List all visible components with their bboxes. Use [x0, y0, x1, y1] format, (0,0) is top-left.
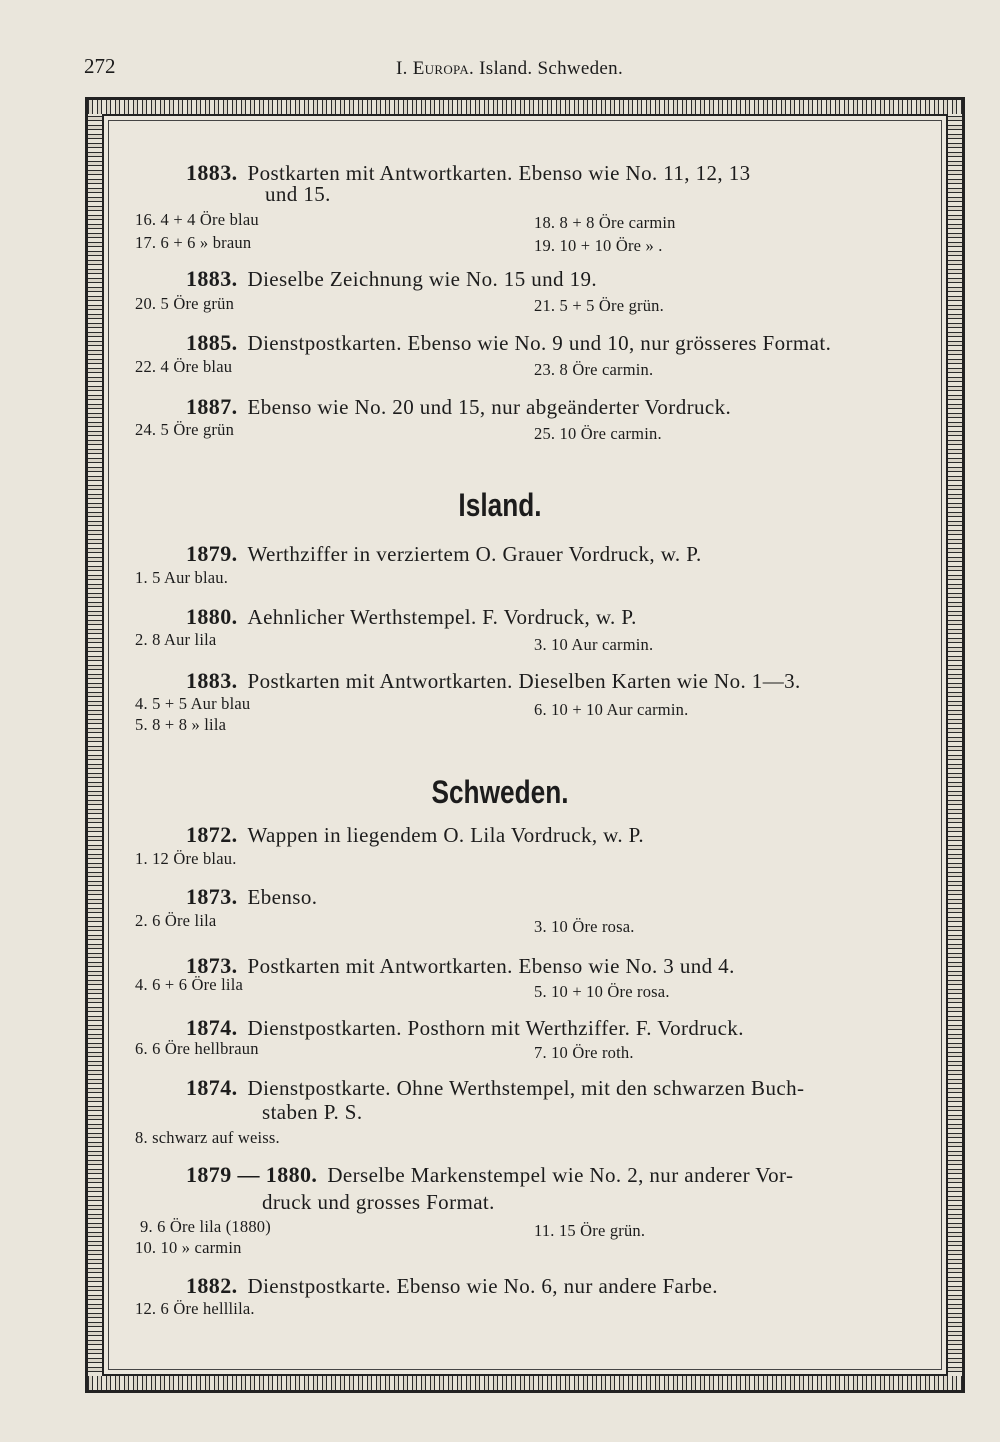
running-head — [396, 58, 623, 80]
entry-year: 1879 — 1880. — [186, 1162, 318, 1187]
list-item: 2. 8 Aur lila — [135, 630, 217, 649]
list-item: 4. 5 + 5 Aur blau — [135, 694, 251, 713]
list-item: 8. schwarz auf weiss. — [135, 1128, 280, 1147]
entry-year: 1872. — [186, 822, 238, 847]
entry-description: Postkarten mit Antwortkarten. Ebenso wie No. 3 und 4. — [247, 954, 735, 978]
entry-year: 1874. — [186, 1075, 238, 1100]
entry-description: Postkarten mit Antwortkarten. Dieselben Karten wie No. 1—3. — [247, 669, 801, 693]
entry-description: Werthziffer in verziertem O. Grauer Vordruck, w. P. — [247, 542, 702, 566]
page-number: 272 — [84, 54, 116, 78]
entry-description: Dienstpostkarte. Ohne Werthstempel, mit den schwarzen Buch- — [247, 1076, 805, 1100]
entry-heading-island-1880 — [186, 604, 637, 630]
list-item: 25. 10 Öre carmin. — [534, 424, 662, 443]
section-title-schweden: Schweden. — [431, 774, 569, 810]
entry-year: 1883. — [186, 160, 238, 185]
list-item: 17. 6 + 6 » braun — [135, 233, 252, 252]
list-item: 7. 10 Öre roth. — [534, 1043, 634, 1062]
entry-description: Dienstpostkarte. Ebenso wie No. 6, nur andere Farbe. — [247, 1274, 718, 1298]
entry-heading-schweden-1872 — [186, 822, 644, 848]
entry-description: Derselbe Markenstempel wie No. 2, nur anderer Vor- — [327, 1163, 794, 1187]
list-item: 24. 5 Öre grün — [135, 420, 235, 439]
entry-year: 1874. — [186, 1015, 238, 1040]
entry-year: 1883. — [186, 668, 238, 693]
entry-year: 1879. — [186, 541, 238, 566]
entry-description: Dieselbe Zeichnung wie No. 15 und 19. — [247, 267, 598, 291]
section-title-island: Island. — [458, 487, 542, 523]
entry-heading-island-1883 — [186, 668, 801, 694]
entry-year: 1873. — [186, 884, 238, 909]
entry-year: 1882. — [186, 1273, 238, 1298]
entry-heading-schweden-1873b — [186, 953, 735, 979]
entry-heading-1887 — [186, 394, 731, 420]
list-item: 2. 6 Öre lila — [135, 911, 217, 930]
list-item: 4. 6 + 6 Öre lila — [135, 975, 244, 994]
list-item: 18. 8 + 8 Öre carmin — [534, 213, 676, 232]
entry-heading-schweden-1874a — [186, 1015, 744, 1041]
entry-year: 1873. — [186, 953, 238, 978]
entry-description: Aehnlicher Werthstempel. F. Vordruck, w. P. — [247, 605, 637, 629]
list-item: 3. 10 Öre rosa. — [534, 917, 635, 936]
entry-description: Wappen in liegendem O. Lila Vordruck, w. P. — [247, 823, 645, 847]
list-item: 10. 10 » carmin — [135, 1238, 242, 1257]
list-item: 12. 6 Öre helllila. — [135, 1299, 255, 1318]
entry-description: Dienstpostkarten. Ebenso wie No. 9 und 10, nur grösseres Format. — [247, 331, 832, 355]
entry-year: 1883. — [186, 266, 238, 291]
entry-description: Dienstpostkarten. Posthorn mit Werthziffer. F. Vordruck. — [247, 1016, 744, 1040]
entry-year: 1880. — [186, 604, 238, 629]
entry-heading-island-1879 — [186, 541, 702, 567]
entry-description: Ebenso. — [247, 885, 318, 909]
running-head-part-number: I. — [396, 58, 408, 79]
list-item: 11. 15 Öre grün. — [534, 1221, 646, 1240]
entry-heading-1885 — [186, 330, 831, 356]
list-item: 5. 8 + 8 » lila — [135, 715, 227, 734]
list-item: 1. 12 Öre blau. — [135, 849, 237, 868]
entry-heading-schweden-1874b — [186, 1075, 804, 1101]
list-item: 16. 4 + 4 Öre blau — [135, 210, 259, 229]
list-item: 1. 5 Aur blau. — [135, 568, 229, 587]
entry-heading-1883-zeichnung — [186, 266, 597, 292]
entry-year: 1885. — [186, 330, 238, 355]
list-item: 22. 4 Öre blau — [135, 357, 233, 376]
list-item: 21. 5 + 5 Öre grün. — [534, 296, 664, 315]
entry-description-continued: und 15. — [265, 182, 331, 206]
entry-year: 1887. — [186, 394, 238, 419]
list-item: 20. 5 Öre grün — [135, 294, 235, 313]
entry-description: Ebenso wie No. 20 und 15, nur abgeänderter Vordruck. — [247, 395, 732, 419]
running-head-continent: Europa — [412, 58, 470, 79]
list-item: 5. 10 + 10 Öre rosa. — [534, 982, 670, 1001]
running-head-countries: . Island. Schweden. — [469, 58, 624, 79]
entry-description-continued: staben P. S. — [262, 1100, 363, 1124]
list-item: 6. 10 + 10 Aur carmin. — [534, 700, 689, 719]
list-item: 3. 10 Aur carmin. — [534, 635, 654, 654]
list-item: 9. 6 Öre lila (1880) — [140, 1217, 271, 1236]
list-item: 23. 8 Öre carmin. — [534, 360, 654, 379]
list-item: 19. 10 + 10 Öre » . — [534, 236, 663, 255]
entry-heading-schweden-1873a — [186, 884, 317, 910]
entry-description-continued: druck und grosses Format. — [262, 1190, 495, 1214]
entry-heading-schweden-1882 — [186, 1273, 718, 1299]
list-item: 6. 6 Öre hellbraun — [135, 1039, 259, 1058]
entry-heading-schweden-1879 — [186, 1162, 793, 1188]
entry-description: Postkarten mit Antwortkarten. Ebenso wie No. 11, 12, 13 — [247, 161, 751, 185]
